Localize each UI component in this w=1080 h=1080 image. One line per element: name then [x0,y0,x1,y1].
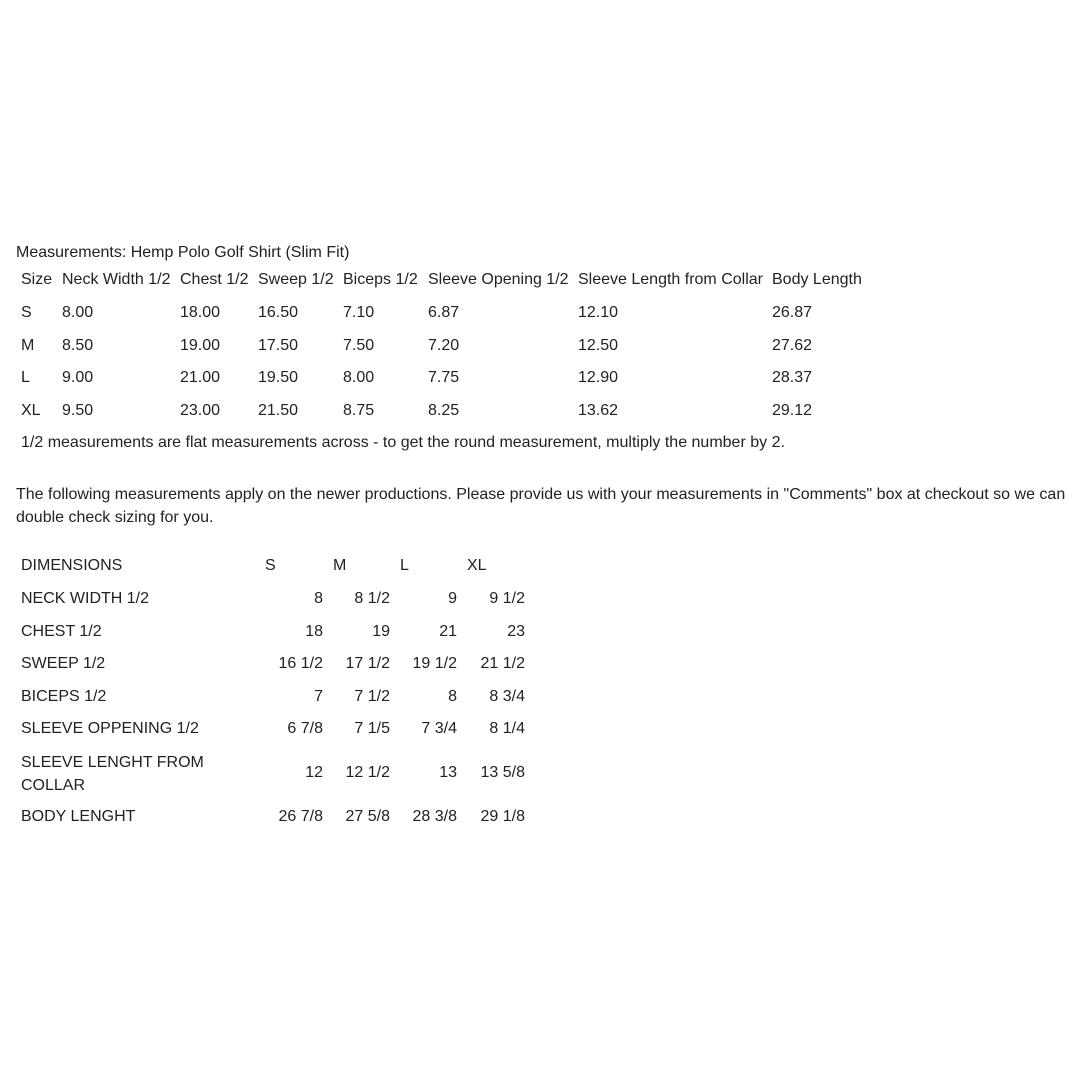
table1-cell: 29.12 [772,402,813,419]
table2-cell: 21 [439,623,457,640]
table1-cell: 18.00 [180,304,221,321]
table2-header-m: M [333,557,347,574]
table2-cell: 8 3/4 [489,688,525,705]
table1-header-chest: Chest 1/2 [180,271,249,288]
table2-cell: 18 [305,623,323,640]
table1-cell: L [21,369,30,386]
table1-cell: XL [21,402,41,419]
table2-cell: 13 [439,764,457,781]
table1-cell: 6.87 [428,304,460,321]
newer-productions-note: The following measurements apply on the newer productions. Please provide us with your measurements in "Comments" box at checkout so we can double check sizing for you. [16,486,1066,526]
table2-row-label: SLEEVE LENGHT FROM COLLAR [21,754,204,794]
table2-cell: 12 1/2 [345,764,390,781]
table2-cell: 9 [448,590,457,607]
table2-header-xl: XL [467,557,487,574]
table1-header-body-length: Body Length [772,271,862,288]
table1-cell: 19.50 [258,369,299,386]
table2-cell: 8 1/4 [489,720,525,737]
table1-title: Measurements: Hemp Polo Golf Shirt (Slim Fit) [16,244,350,261]
table2-cell: 28 3/8 [412,808,457,825]
table1-cell: 12.50 [578,337,619,354]
table2-cell: 7 3/4 [421,720,457,737]
table2-row-label: NECK WIDTH 1/2 [21,590,150,607]
table2-cell: 7 1/5 [354,720,390,737]
table1-cell: 26.87 [772,304,813,321]
table1-cell: 12.10 [578,304,619,321]
table1-cell: 27.62 [772,337,813,354]
table1-cell: 19.00 [180,337,221,354]
table1-cell: 28.37 [772,369,813,386]
table2-cell: 23 [507,623,525,640]
table2-row-label: CHEST 1/2 [21,623,102,640]
table1-cell: 16.50 [258,304,299,321]
table2-row-label: BODY LENGHT [21,808,136,825]
table1-header-sleeve-length: Sleeve Length from Collar [578,271,763,288]
table1-cell: 9.00 [62,369,94,386]
table1-header-sleeve-opening: Sleeve Opening 1/2 [428,271,569,288]
table1-cell: 8.25 [428,402,460,419]
table1-cell: 21.00 [180,369,221,386]
table1-cell: 9.50 [62,402,94,419]
table1-cell: 8.00 [343,369,375,386]
table1-note: 1/2 measurements are flat measurements across - to get the round measurement, multiply the number by 2. [21,434,785,451]
table2-cell: 12 [305,764,323,781]
table2-cell: 13 5/8 [480,764,525,781]
table1-cell: 23.00 [180,402,221,419]
table1-header-neck: Neck Width 1/2 [62,271,171,288]
table1-header-biceps: Biceps 1/2 [343,271,418,288]
table1-cell: 8.75 [343,402,375,419]
table1-cell: 12.90 [578,369,619,386]
table2-cell: 29 1/8 [480,808,525,825]
table1-cell: 7.75 [428,369,460,386]
table1-cell: 21.50 [258,402,299,419]
table2-cell: 8 [448,688,457,705]
table1-cell: 7.50 [343,337,375,354]
table2-cell: 6 7/8 [287,720,323,737]
table1-cell: 13.62 [578,402,619,419]
table2-header-dimensions: DIMENSIONS [21,557,123,574]
table2-header-s: S [265,557,276,574]
table2-cell: 26 7/8 [278,808,323,825]
table2-cell: 21 1/2 [480,655,525,672]
table2-cell: 17 1/2 [345,655,390,672]
table1-header-sweep: Sweep 1/2 [258,271,334,288]
table2-row-label: SLEEVE OPPENING 1/2 [21,720,199,737]
table1-cell: 7.10 [343,304,375,321]
table2-row-label: SWEEP 1/2 [21,655,106,672]
table2-cell: 8 [314,590,323,607]
table2-cell: 19 [372,623,390,640]
table1-cell: 7.20 [428,337,460,354]
table2-cell: 9 1/2 [489,590,525,607]
table2-cell: 7 1/2 [354,688,390,705]
table1-header-size: Size [21,271,53,288]
table2-cell: 16 1/2 [278,655,323,672]
table1-cell: M [21,337,35,354]
table1-cell: 8.50 [62,337,94,354]
table2-cell: 27 5/8 [345,808,390,825]
table2-row-label: BICEPS 1/2 [21,688,107,705]
table2-cell: 7 [314,688,323,705]
table2-cell: 19 1/2 [412,655,457,672]
table2-header-l: L [400,557,409,574]
table1-cell: 17.50 [258,337,299,354]
table2-cell: 8 1/2 [354,590,390,607]
table1-cell: S [21,304,32,321]
table1-cell: 8.00 [62,304,94,321]
